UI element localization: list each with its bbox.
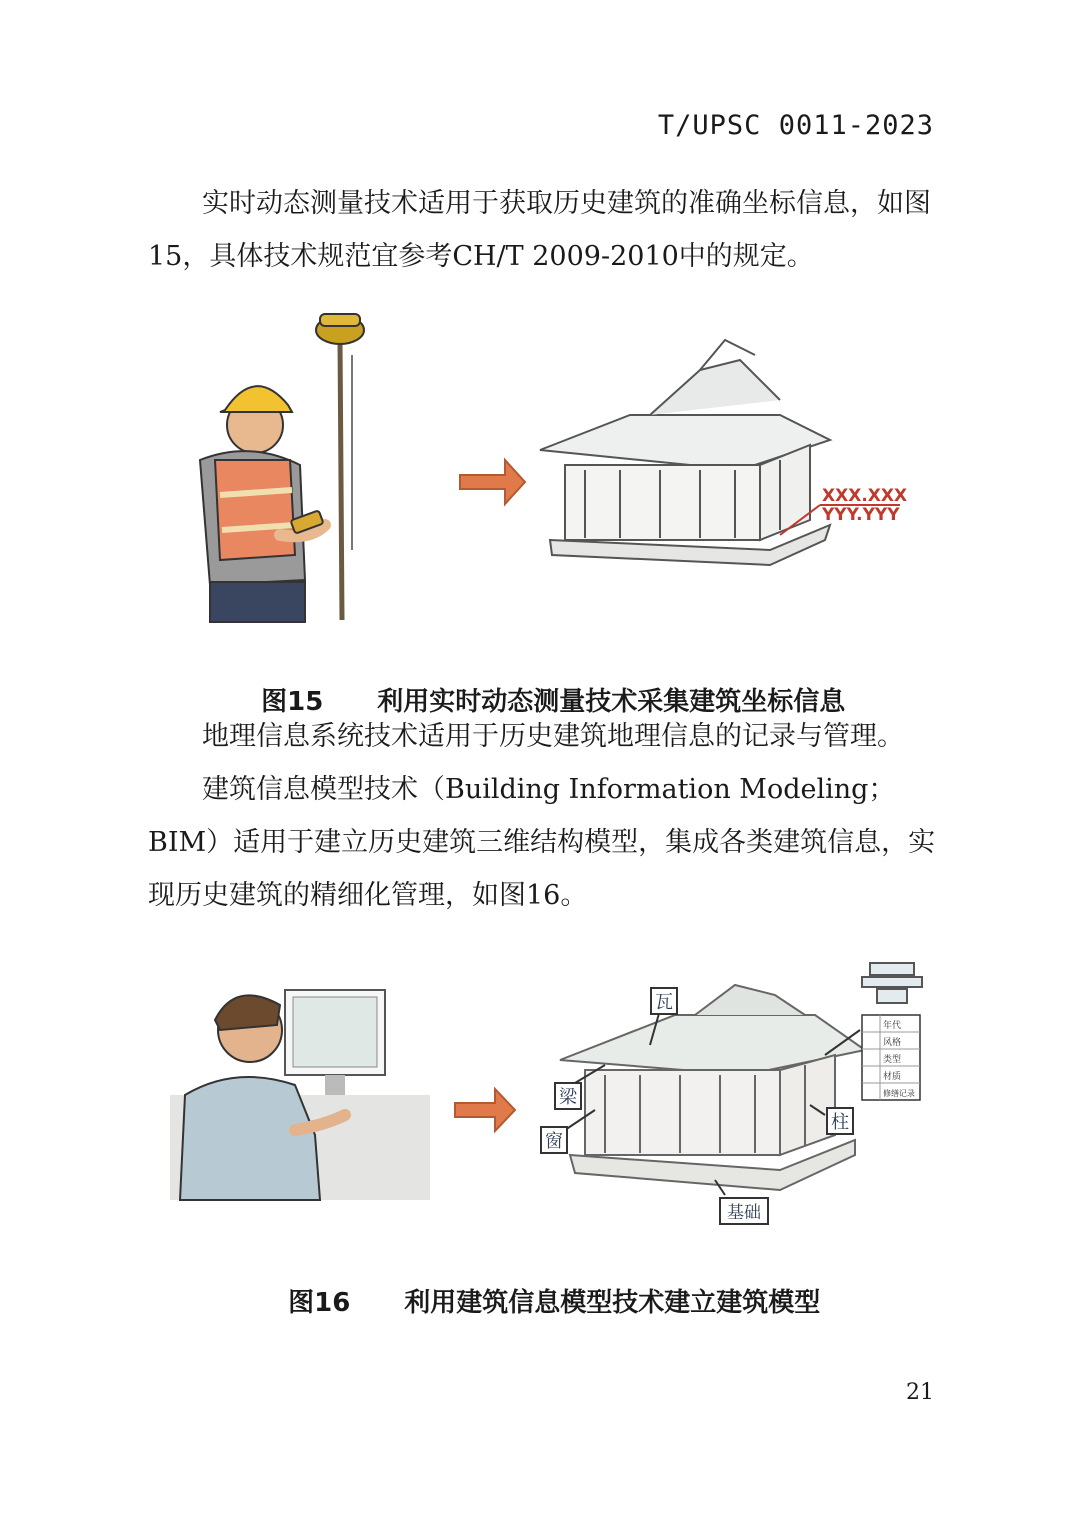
svg-text:年代: 年代	[883, 1021, 902, 1031]
figure16-caption	[270, 1252, 820, 1319]
coord-x-label: XXX.XXX	[822, 486, 908, 506]
figure16-number: 图16	[288, 1288, 351, 1318]
info-card	[862, 1015, 920, 1100]
figure16-title: 利用建筑信息模型技术建立建筑模型	[404, 1288, 821, 1318]
standard-code-header: T/UPSC 0011-2023	[657, 110, 934, 141]
label-tile	[651, 988, 677, 1014]
svg-text:基础: 基础	[727, 1203, 761, 1223]
bim-building-sketch	[560, 985, 865, 1195]
arrow-icon	[455, 1089, 515, 1131]
figure16-illustration	[165, 955, 930, 1235]
label-window	[541, 1127, 567, 1153]
label-column	[827, 1108, 853, 1134]
bracket-detail-icon	[862, 963, 922, 1003]
figure15-illustration	[180, 300, 910, 630]
svg-text:材质: 材质	[883, 1072, 902, 1082]
paragraph-rtk: 实时动态测量技术适用于获取历史建筑的准确坐标信息，如图15，具体技术规范宜参考CH/T 2009-2010中的规定。	[148, 188, 931, 272]
surveyor-figure	[200, 314, 364, 622]
svg-text:类型: 类型	[883, 1055, 902, 1065]
paragraph-gis: 地理信息系统技术适用于历史建筑地理信息的记录与管理。	[202, 721, 904, 752]
coord-y-label: YYY.YYY	[822, 505, 900, 525]
svg-text:窗: 窗	[545, 1131, 563, 1152]
svg-text:风格: 风格	[883, 1038, 902, 1048]
svg-text:修缮记录: 修缮记录	[883, 1089, 915, 1098]
paragraph-bim: 建筑信息模型技术（Building Information Modeling；BIM）适用于建立历史建筑三维结构模型，集成各类建筑信息，实现历史建筑的精细化管理，如图16。	[148, 774, 936, 911]
svg-text:梁: 梁	[559, 1087, 577, 1108]
svg-text:瓦: 瓦	[655, 992, 673, 1013]
figure15-caption	[243, 651, 845, 718]
historic-building-sketch	[540, 340, 900, 565]
label-beam	[555, 1083, 581, 1109]
operator-at-computer	[170, 990, 430, 1200]
label-foundation	[720, 1198, 768, 1224]
svg-text:柱: 柱	[831, 1112, 849, 1133]
arrow-icon	[460, 460, 525, 504]
figure15-number: 图15	[261, 687, 324, 717]
page-number: 21	[906, 1380, 934, 1405]
figure15-title: 利用实时动态测量技术采集建筑坐标信息	[377, 687, 846, 717]
